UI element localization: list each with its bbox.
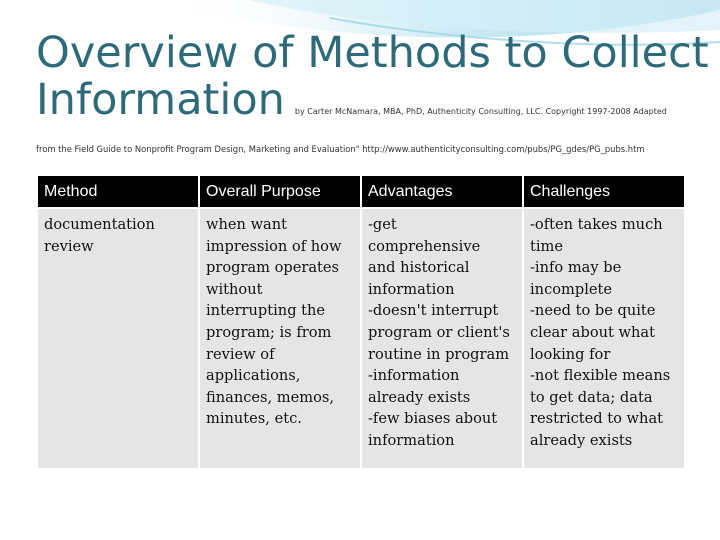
source-line: from the Field Guide to Nonprofit Program Design, Marketing and Evaluation" http://www.authenticityconsulting.com/pubs/PG_gdes/PG_pubs.htm [36,144,645,154]
header-method: Method [37,175,199,208]
table-row [37,208,685,469]
header-challenges: Challenges [523,175,685,208]
cell-challenges: -often takes much time -info may be incomplete -need to be quite clear about what looking for -not flexible means to get data; data restricted to what already exists [523,208,685,469]
title-line-2: Information [36,75,285,125]
header-overall-purpose: Overall Purpose [199,175,361,208]
attribution-text: by Carter McNamara, MBA, PhD, Authenticity Consulting, LLC. Copyright 1997-2008 Adapted [294,107,667,116]
slide-title [36,28,709,135]
cell-purpose: when want impression of how program operates without interrupting the program; is from review of applications, finances, memos, minutes, etc. [199,208,361,469]
methods-table [36,174,686,470]
title-line-1: Overview of Methods to Collect [36,28,709,78]
cell-method: documentation review [37,208,199,469]
header-advantages: Advantages [361,175,523,208]
table-header-row [37,175,685,208]
cell-advantages: -get comprehensive and historical information -doesn't interrupt program or client's routine in program -information already exists -few biases about information [361,208,523,469]
